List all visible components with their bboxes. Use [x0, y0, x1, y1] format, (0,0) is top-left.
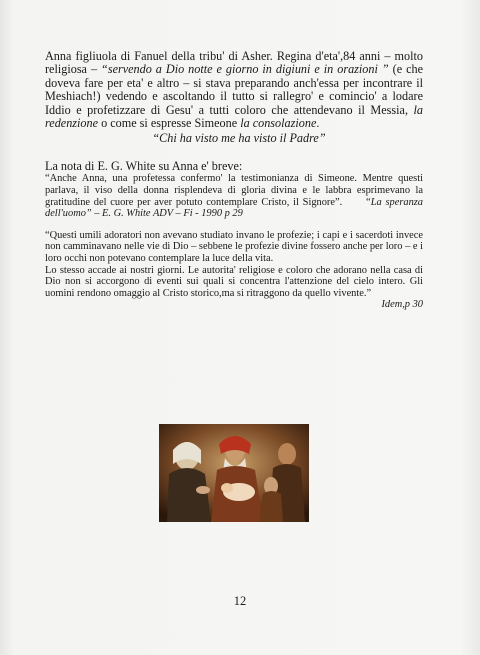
centered-quote: “Chi ha visto me ha visto il Padre”	[152, 131, 326, 146]
italic-term: la redenzione	[45, 102, 423, 131]
page-content	[45, 50, 423, 311]
painting-illustration	[159, 424, 309, 522]
note-heading: La nota di E. G. White su Anna e' breve:	[45, 159, 243, 174]
quote-text-continued: Lo stesso accade ai nostri giorni. Le autorita' religiose e coloro che adorano nella casa di Dio non si accorgono di eventi sui quali si concentra l'attenzione del cielo intero. Gli uomini rendono omaggio al Cristo storico,ma si ritraggono da quello vivente.”	[45, 264, 423, 299]
text-span: o come si espresse Simeone	[98, 116, 241, 131]
quote-text: “Questi umili adoratori non avevano studiato invano le profezie; i capi e i sacerdoti invece non camminavano nelle vie di Dio – sebbene le profezie divine fossero anche per loro – e i loro occhi non potevano contemplare la luce della vita.	[45, 229, 423, 264]
text-span: (e che doveva fare per eta' e altro – si stava preparando anch'essa per incontrare il Meshiach!) vedendo e ascoltando il tutto si rallegro' e comincio' a lodare Iddio e profetizzare di Gesu' a tutti coloro che attendevano il Messia,	[45, 62, 424, 117]
text-span: .	[316, 116, 320, 131]
quote-text: “Anche Anna, una profetessa confermo' la testimonianza di Simeone. Mentre questi parlava, il viso della donna risplendeva di gloria divina e le labbra esprimevano la gratitudine del cuore per aver potuto contemplare Cristo, il Signore”.	[45, 173, 423, 208]
quote-reference: Idem,p 30	[381, 299, 423, 311]
text-span: Anna figliuola di Fanuel della tribu' di Asher. Regina d'eta',84 anni – molto religiosa –	[45, 49, 423, 77]
painting-image	[159, 424, 309, 522]
quote-reference: “La speranza dell'uomo” – E. G. White ADV – Fi - 1990 p 29	[45, 196, 423, 220]
quote-white-2	[45, 230, 423, 311]
italic-quote: “servendo a Dio notte e giorno in digiuni e in orazioni ”	[101, 62, 389, 77]
italic-term: la consolazione	[240, 116, 317, 131]
paragraph-anna	[45, 50, 423, 130]
page-number: 12	[233, 594, 247, 608]
spacer	[45, 220, 423, 230]
quote-white-1	[45, 173, 423, 219]
